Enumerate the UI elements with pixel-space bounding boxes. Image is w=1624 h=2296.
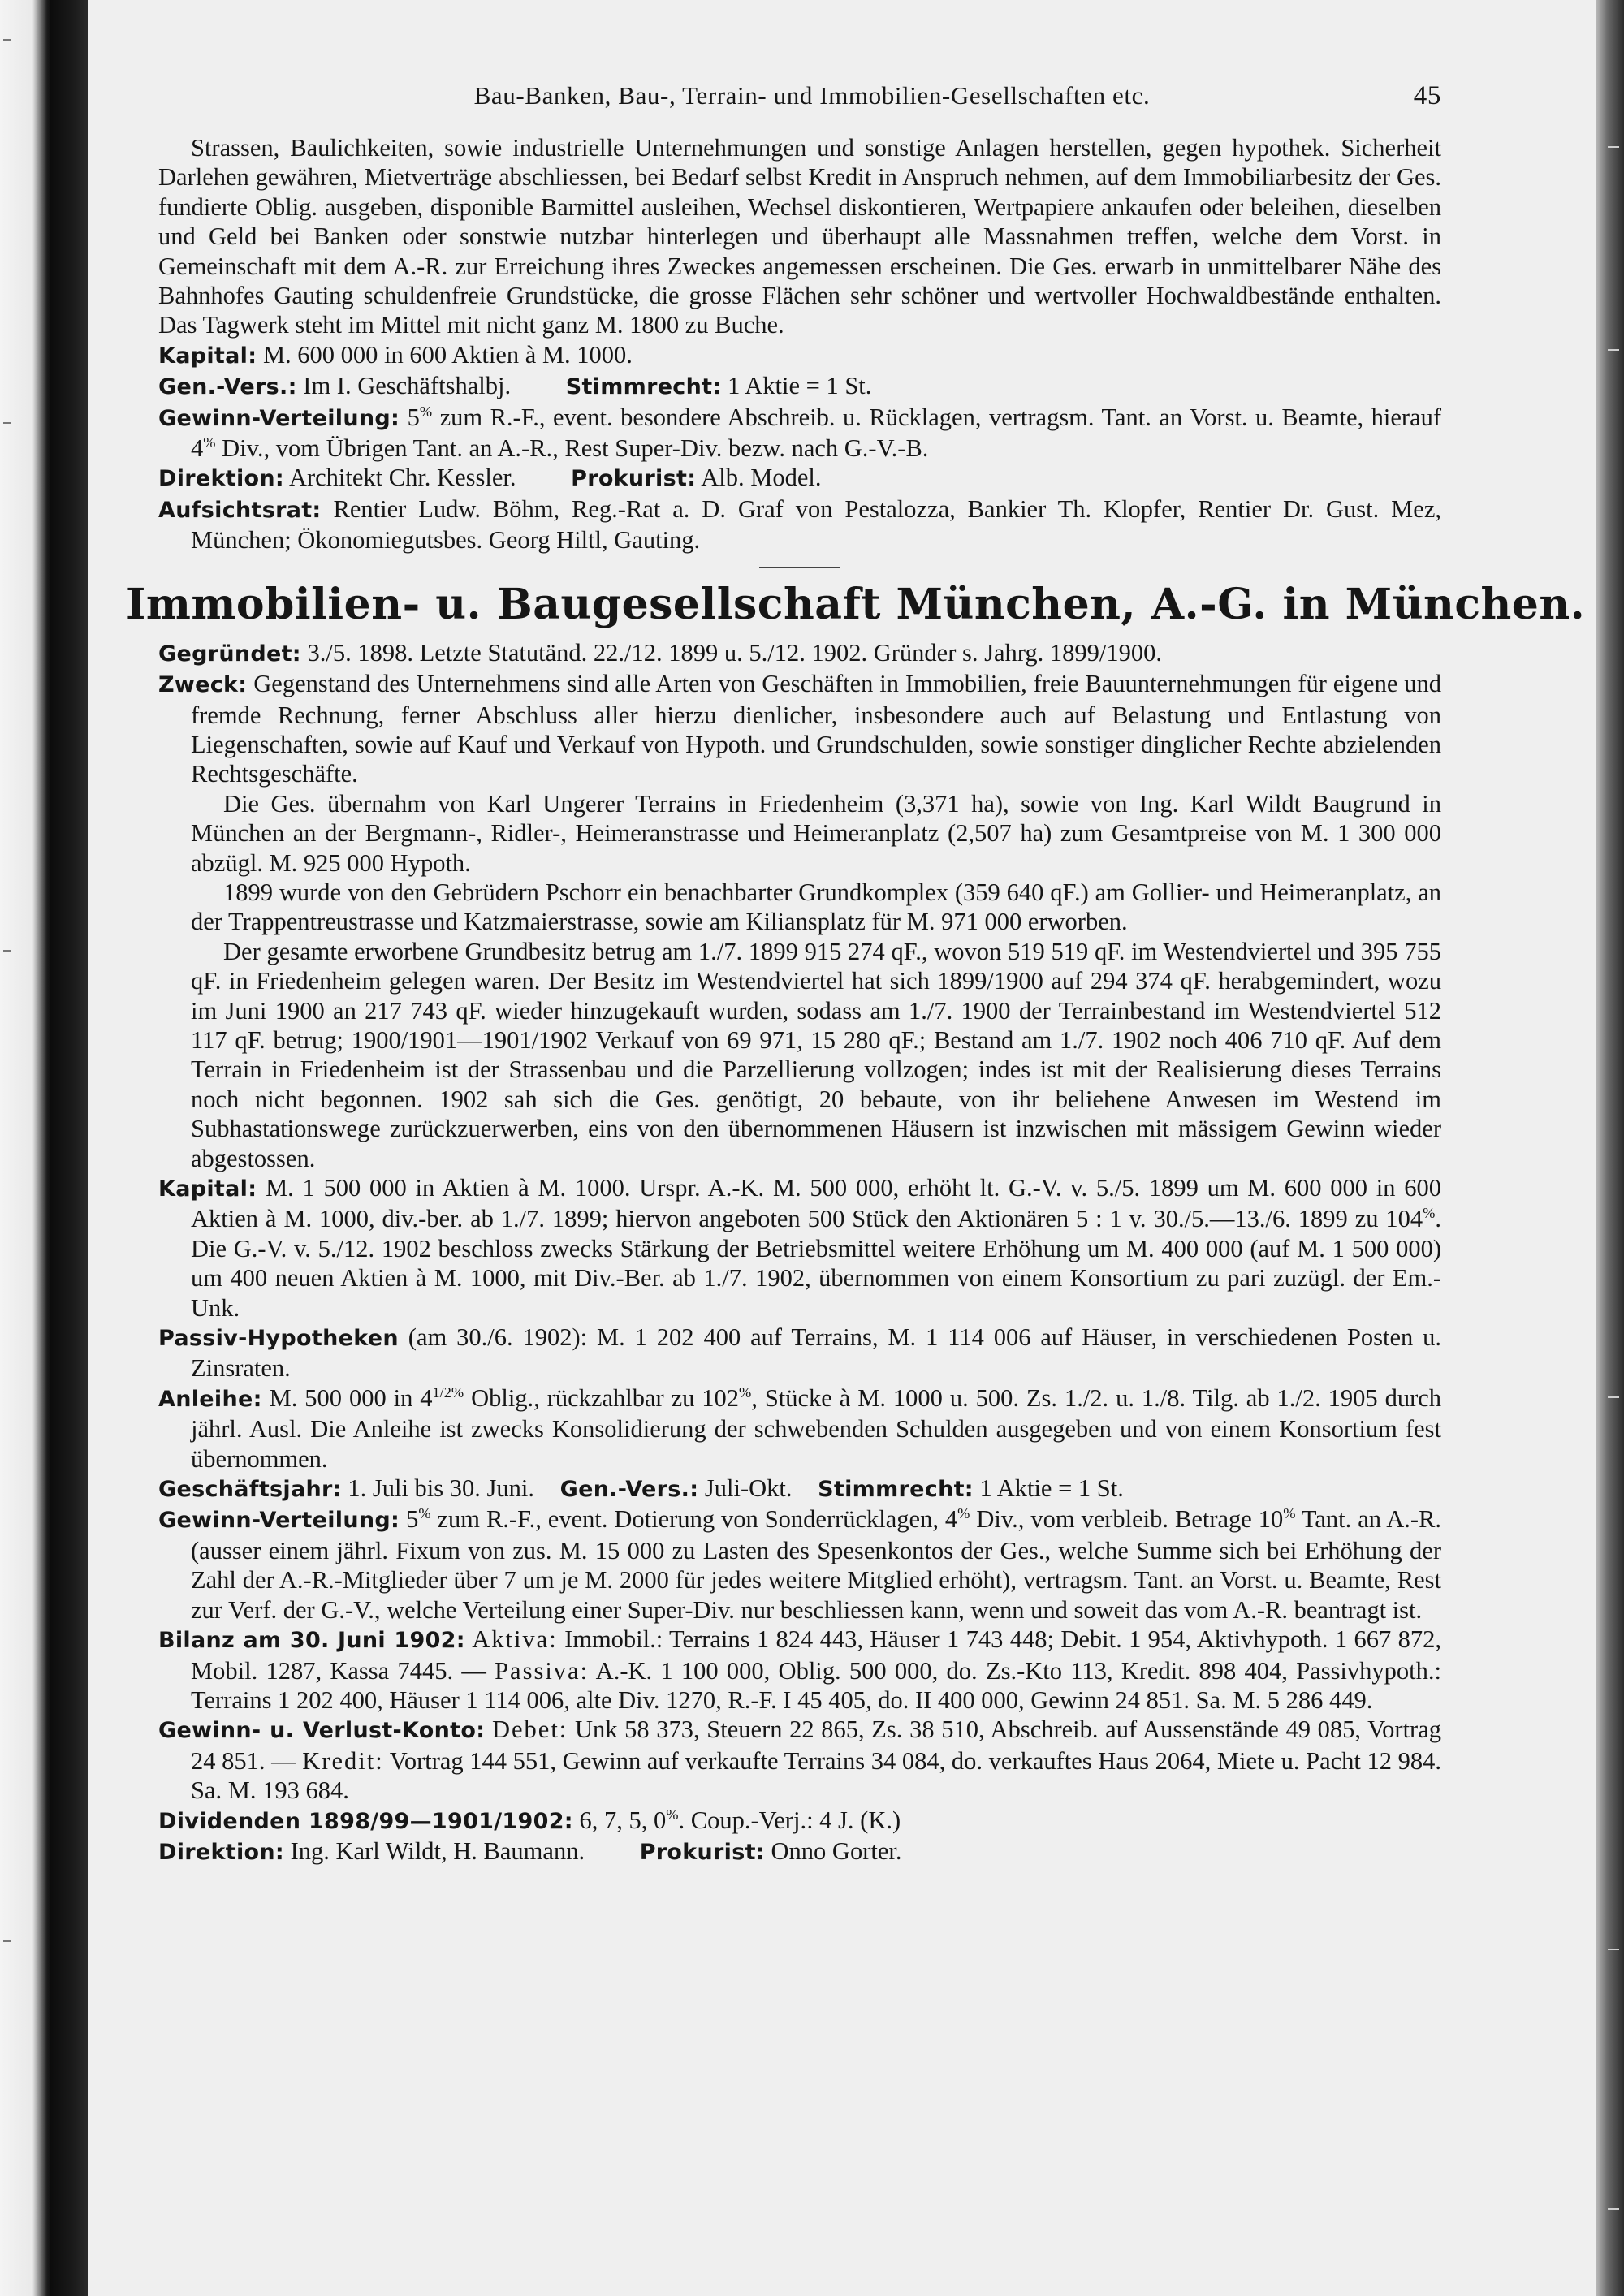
kredit-label: Kredit: [302, 1746, 384, 1775]
aktiva-label: Aktiva: [472, 1625, 558, 1654]
percent-sign: % [739, 1383, 752, 1400]
guv-a: Unk 58 373, Steuern 22 865, Zs. 38 510, Abschreib. auf Aussenstände 49 085, Vortrag 24 851. — [191, 1716, 1442, 1775]
company-title: Immobilien- u. Baugesellschaft München, A.-G. in München. [126, 579, 1586, 629]
fraction: 1/2 [432, 1383, 451, 1400]
gewinn-c: Div., vom verbleib. Betrage 10 [976, 1505, 1284, 1534]
previous-entry [158, 133, 1441, 555]
anleihe-line [158, 1383, 1441, 1474]
passiv: (am 30./6. 1902): M. 1 202 400 auf Terrains, M. 1 114 006 auf Häuser, in verschiedenen Posten u. Zinsraten. [191, 1323, 1442, 1383]
prokurist: Onno Gorter. [771, 1836, 902, 1865]
prev-kapital: M. 600 000 in 600 Aktien à M. 1000. [262, 340, 633, 369]
gv: Juli-Okt. [704, 1474, 793, 1503]
running-head-title: Bau-Banken, Bau-, Terrain- und Immobilien-Gesellschaften etc. [473, 81, 1151, 110]
kapital-b: . Die G.-V. v. 5./12. 1902 beschloss zwecks Stärkung der Betriebsmittel weitere Erhöhung um M. 400 000 (auf M. 1 500 000) um 400 neuen Aktien à M. 1000, mit Div.-Ber. ab 1./7. 1902, übernommen von einem Konsortium zu pari zuzügl. der Em.-Unk. [191, 1205, 1441, 1322]
dividenden-label: Dividenden 1898/99—1901/1902: [158, 1808, 573, 1834]
percent-sign: % [1423, 1205, 1436, 1222]
prev-kapital-line [158, 340, 1441, 371]
prev-prokurist: Alb. Model. [701, 464, 822, 492]
prev-stimmrecht-label: Stimmrecht: [565, 374, 722, 400]
prev-direktion-label: Direktion: [158, 466, 284, 492]
percent-sign: % [451, 1383, 464, 1400]
geschaeftsjahr-line [158, 1474, 1441, 1504]
page-number: 45 [1413, 81, 1441, 110]
percent-sign: % [418, 1505, 431, 1522]
prev-stimmrecht: 1 Aktie = 1 St. [728, 372, 872, 400]
prev-aufsichtsrat: Rentier Ludw. Böhm, Reg.-Rat a. D. Graf von Pestalozza, Bankier Th. Klopfer, Rentier Dr. Gust. Mez, München; Ökonomiegutsbes. Georg Hiltl, Gauting. [191, 494, 1441, 555]
kapital-a: M. 1 500 000 in Aktien à M. 1000. Urspr. A.-K. M. 500 000, erhöht lt. G.-V. v. 5./5. 1899 um M. 600 000 in 600 Aktien à M. 1000, div.-ber. ab 1./7. 1899; hiervon angeboten 500 Stück den Aktionären 5 : 1 v. 30./5.—13./6. 1899 zu 104 [191, 1174, 1441, 1233]
percent-sign: % [1283, 1505, 1296, 1522]
prev-gewinn-b: zum R.-F., event. besondere Abschreib. u. Rücklagen, vertragsm. Tant. an Vorst. u. Beamte, hierauf 4 [191, 403, 1442, 463]
prev-direktion-line [158, 463, 1441, 494]
gewinn-line [158, 1504, 1441, 1625]
prev-prokurist-label: Prokurist: [571, 466, 697, 492]
prev-aufsichtsrat-line [158, 494, 1441, 555]
zweck-line [158, 669, 1441, 789]
gegruendet-label: Gegründet: [158, 641, 301, 667]
prev-direktion: Architekt Chr. Kessler. [288, 464, 516, 492]
percent-sign: % [666, 1806, 679, 1823]
percent-sign: % [203, 434, 216, 451]
anleihe-c: , Stücke à M. 1000 u. 500. Zs. 1./2. u. 1./8. Tilg. ab 1./2. 1905 durch jährl. Ausl. Die Anleihe ist zwecks Konsolidierung der schwebenden Schulden ausgegeben und von einem Konsortium fest übernommen. [191, 1383, 1442, 1473]
dividenden-a: 6, 7, 5, 0 [579, 1806, 667, 1834]
guv-b: Vortrag 144 551, Gewinn auf verkaufte Terrains 34 084, do. verkauftes Haus 2064, Miete u. Pacht 12 984. Sa. M. 193 684. [191, 1746, 1442, 1805]
bilanz-line [158, 1625, 1441, 1715]
gewinn-a: 5 [406, 1505, 419, 1534]
right-page-edge [1596, 0, 1624, 2296]
prev-aufsichtsrat-label: Aufsichtsrat: [158, 497, 322, 523]
direktion-line [158, 1836, 1441, 1867]
book-spine [50, 0, 88, 2296]
kapital-line [158, 1173, 1441, 1323]
paragraph-2: 1899 wurde von den Gebrüdern Pschorr ein benachbarter Grundkomplex (359 640 qF.) am Gollier- und Heimeranplatz, an der Trappentreustrasse und Katzmaierstrasse, sowie am Kiliansplatz für M. 971 000 erworben. [191, 878, 1441, 936]
debet-label: Debet: [491, 1716, 568, 1744]
zweck: Gegenstand des Unternehmens sind alle Arten von Geschäften in Immobilien, freie Bauunternehmungen für eigene und fremde Rechnung, ferner Abschluss aller hierzu dienlicher, insbesondere auch auf Belastung und Entlastung von Liegenschaften, sowie auf Kauf und Verkauf von Hypoth. und Grundschulden, sowie sonstiger dinglicher Rechte abzielenden Rechtsgeschäfte. [191, 670, 1442, 788]
passiva-label: Passiva: [495, 1656, 590, 1685]
st-label: Stimmrecht: [818, 1477, 974, 1503]
page-content [126, 81, 1586, 1867]
prev-gewinn-c: Div., vom Übrigen Tant. an A.-R., Rest Super-Div. bezw. nach G.-V.-B. [222, 434, 929, 463]
percent-sign: % [419, 403, 433, 420]
bilanz-b: A.-K. 1 100 000, Oblig. 500 000, do. Zs.-Kto 113, Kredit. 898 404, Passivhypoth.: Terrains 1 202 400, Häuser 1 114 006, alte Div. 1270, R.-F. I 45 405, do. II 400 000, Gewinn 24 851. Sa. M. 5 286 449. [191, 1656, 1441, 1714]
gewinn-label: Gewinn-Verteilung: [158, 1508, 400, 1534]
kapital-label: Kapital: [158, 1176, 257, 1202]
direktion-label: Direktion: [158, 1839, 284, 1865]
st: 1 Aktie = 1 St. [979, 1474, 1124, 1503]
percent-sign: % [957, 1505, 970, 1522]
passiv-label: Passiv-Hypotheken [158, 1326, 399, 1352]
guv-label: Gewinn- u. Verlust-Konto: [158, 1718, 486, 1744]
gj-label: Geschäftsjahr: [158, 1477, 342, 1503]
zweck-label: Zweck: [158, 672, 248, 698]
dividenden-b: . Coup.-Verj.: 4 J. (K.) [678, 1806, 901, 1834]
anleihe-label: Anleihe: [158, 1386, 262, 1412]
left-page-gutter [0, 0, 50, 2296]
gv-label: Gen.-Vers.: [559, 1477, 699, 1503]
anleihe-b: Oblig., rückzahlbar zu 102 [471, 1383, 740, 1412]
prev-genvers: Im I. Geschäftshalbj. [303, 372, 512, 400]
company-entry [158, 638, 1441, 1868]
running-head [158, 81, 1441, 117]
prev-gewinn-a: 5 [407, 403, 420, 431]
gegruendet-line [158, 638, 1441, 669]
prokurist-label: Prokurist: [639, 1839, 765, 1865]
previous-entry-text: Strassen, Baulichkeiten, sowie industrielle Unternehmungen und sonstige Anlagen herstellen, gegen hypothek. Sicherheit Darlehen gewähren, Mietverträge abschliessen, bei Bedarf selbst Kredit in Anspruch nehmen, auf dem Immobiliarbesitz der Ges. fundierte Oblig. ausgeben, disponible Barmittel ausleihen, Wechsel diskontieren, Wertpapiere ankaufen oder beleihen, dieselben und Geld bei Banken oder sonstwie nutzbar hinterlegen und überhaupt alle Massnahmen treffen, welche dem Vorst. in Gemeinschaft mit dem A.-R. zur Erreichung ihres Zweckes angemessen erscheinen. Die Ges. erwarb in unmittelbarer Nähe des Bahnhofes Gauting schuldenfreie Grundstücke, die grosse Flächen sehr schöner und wertvoller Hochwaldbestände enthalten. Das Tagwerk steht im Mittel mit nicht ganz M. 1800 zu Buche. [158, 134, 1441, 339]
passiv-line [158, 1323, 1441, 1383]
prev-genvers-label: Gen.-Vers.: [158, 374, 297, 400]
direktion: Ing. Karl Wildt, H. Baumann. [290, 1836, 585, 1865]
paragraph-3: Der gesamte erworbene Grundbesitz betrug am 1./7. 1899 915 274 qF., wovon 519 519 qF. im Westendviertel und 395 755 qF. in Friedenheim gelegen waren. Der Besitz im Westendviertel hat sich 1899/1900 auf 294 374 qF. herabgemindert, wozu im Juni 1900 an 217 743 qF. wieder hinzugekauft wurden, sodass am 1./7. 1900 der Terrainbestand im Westendviertel 512 117 qF. betrug; 1900/1901—1901/1902 Verkauf von 69 971, 15 280 qF.; Bestand am 1./7. 1902 noch 406 710 qF. Auf dem Terrain in Friedenheim ist der Strassenbau und die Parzellierung vollzogen; indes ist mit der Realisierung dieses Terrains noch nicht begonnen. 1902 sah sich die Ges. genötigt, 20 bebaute, von ihr beliehene Anwesen im Westend im Subhastationswege zurückzuerwerben, eins von den übernommenen Häusern ist inzwischen mit mässigem Gewinn wieder abgestossen. [191, 937, 1441, 1172]
prev-genvers-line [158, 371, 1441, 402]
guv-line [158, 1715, 1441, 1805]
gewinn-d: Tant. an A.-R. (ausser einem jährl. Fixum von zus. M. 15 000 zu Lasten des Spesenkontos der Ges., welche Summe sich bei Erhöhung der Zahl der A.-R.-Mitglieder über 7 um je M. 2000 für jedes weitere Mitglied erhöht), vertragsm. Tant. an Vorst. u. Beamte, Rest zur Verf. der G.-V., welche Verteilung einer Super-Div. nur beschliessen kann, wenn und soweit das vom A.-R. beantragt ist. [191, 1505, 1442, 1624]
prev-kapital-label: Kapital: [158, 343, 257, 369]
gegruendet: 3./5. 1898. Letzte Statutänd. 22./12. 1899 u. 5./12. 1902. Gründer s. Jahrg. 1899/1900. [307, 638, 1162, 667]
bilanz-label: Bilanz am 30. Juni 1902: [158, 1628, 465, 1654]
anleihe-a: M. 500 000 in 4 [269, 1383, 433, 1412]
prev-gewinn-label: Gewinn-Verteilung: [158, 405, 400, 431]
paragraph-1: Die Ges. übernahm von Karl Ungerer Terrains in Friedenheim (3,371 ha), sowie von Ing. Karl Wildt Baugrund in München an der Bergmann-, Ridler-, Heimeranstrasse und Heimeranplatz (2,507 ha) zum Gesamtpreise von M. 1 300 000 abzügl. M. 925 000 Hypoth. [191, 789, 1441, 877]
prev-gewinn-line [158, 403, 1441, 464]
section-divider [759, 567, 840, 568]
gewinn-b: zum R.-F., event. Dotierung von Sonderrücklagen, 4 [437, 1505, 958, 1534]
dividenden-line [158, 1806, 1441, 1836]
bilanz-a: Immobil.: Terrains 1 824 443, Häuser 1 743 448; Debit. 1 954, Aktivhypoth. 1 667 872, Mobil. 1287, Kassa 7445. — [191, 1625, 1441, 1685]
gj: 1. Juli bis 30. Juni. [348, 1474, 534, 1503]
